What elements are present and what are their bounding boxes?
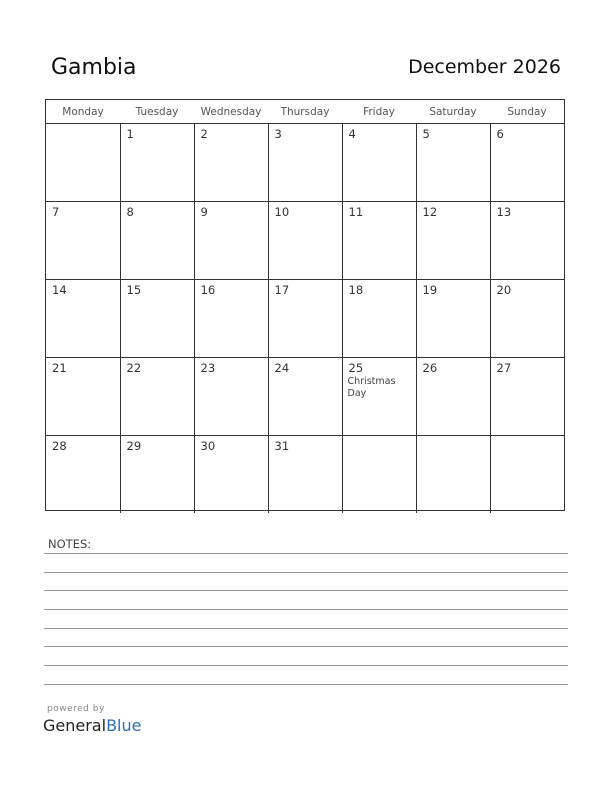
day-cell: [46, 358, 120, 436]
day-number: 12: [422, 205, 438, 219]
day-number: 4: [348, 127, 356, 141]
day-number: [491, 436, 565, 439]
generalblue-logo: [43, 716, 141, 735]
day-cell: [416, 358, 490, 436]
day-number: 14: [52, 283, 67, 297]
day-number: 21: [52, 361, 67, 375]
day-number: [46, 124, 120, 127]
day-cell: [490, 124, 564, 202]
day-cell: [342, 124, 416, 202]
holiday-label: Christmas Day: [347, 376, 396, 399]
day-number: 31: [274, 439, 290, 453]
day-cell: [120, 202, 194, 280]
day-number: 5: [422, 127, 430, 141]
week-row: [46, 202, 564, 280]
day-number: 22: [126, 361, 142, 375]
day-number: 2: [200, 127, 208, 141]
day-number: 23: [200, 361, 216, 375]
day-cell: [416, 436, 490, 514]
day-cell: [416, 124, 490, 202]
day-number: 29: [126, 439, 142, 453]
day-cell: [46, 202, 120, 280]
weekday-sunday: Sunday: [490, 100, 564, 124]
note-line: [44, 665, 568, 666]
day-cell: [120, 280, 194, 358]
note-line: [44, 684, 568, 685]
day-number: 10: [274, 205, 290, 219]
day-cell: [46, 124, 120, 202]
day-number: 20: [496, 283, 512, 297]
note-line: [44, 553, 568, 554]
note-line: [44, 646, 568, 647]
day-cell: [46, 280, 120, 358]
note-line: [44, 590, 568, 591]
day-cell: [194, 202, 268, 280]
note-line: [44, 609, 568, 610]
day-cell: [46, 436, 120, 514]
day-number: 1: [126, 127, 134, 141]
day-number: [343, 436, 416, 439]
day-cell: [120, 124, 194, 202]
day-cell: [194, 124, 268, 202]
week-row: [46, 280, 564, 358]
day-number: 19: [422, 283, 438, 297]
week-row: [46, 124, 564, 202]
day-cell: [194, 280, 268, 358]
week-row: [46, 436, 564, 514]
day-cell: [342, 436, 416, 514]
weekday-monday: Monday: [46, 100, 120, 124]
day-cell: [342, 202, 416, 280]
day-cell: [120, 358, 194, 436]
month-title: December 2026: [408, 56, 561, 78]
day-number: 25: [348, 361, 364, 375]
day-number: 3: [274, 127, 282, 141]
day-cell: [268, 358, 342, 436]
day-number: 7: [52, 205, 60, 219]
day-cell: [490, 202, 564, 280]
day-number: 26: [422, 361, 438, 375]
logo-general: General: [43, 716, 107, 735]
day-number: 18: [348, 283, 364, 297]
day-cell: [194, 358, 268, 436]
notes-label: NOTES:: [48, 537, 92, 551]
day-cell: [120, 436, 194, 514]
powered-by-text: powered by: [47, 704, 105, 714]
day-cell: [268, 124, 342, 202]
day-cell: [194, 436, 268, 514]
weekday-wednesday: Wednesday: [194, 100, 268, 124]
day-cell: [268, 280, 342, 358]
day-cell: [416, 202, 490, 280]
note-line: [44, 572, 568, 573]
day-number: 9: [200, 205, 208, 219]
weekday-friday: Friday: [342, 100, 416, 124]
day-number: 24: [274, 361, 290, 375]
note-line: [44, 628, 568, 629]
day-cell: [268, 436, 342, 514]
day-number: 27: [496, 361, 512, 375]
day-number: 17: [274, 283, 290, 297]
weekday-thursday: Thursday: [268, 100, 342, 124]
day-number: 28: [52, 439, 67, 453]
day-number: 8: [126, 205, 134, 219]
logo-blue: Blue: [106, 716, 142, 735]
day-number: [417, 436, 490, 439]
country-title: Gambia: [51, 55, 137, 80]
day-cell: [490, 280, 564, 358]
day-number: 11: [348, 205, 364, 219]
day-number: 16: [200, 283, 216, 297]
day-cell: [342, 358, 416, 436]
day-cell: [342, 280, 416, 358]
day-number: 15: [126, 283, 142, 297]
day-number: 30: [200, 439, 216, 453]
calendar-grid: [45, 99, 565, 511]
day-cell: [490, 436, 564, 514]
weekday-saturday: Saturday: [416, 100, 490, 124]
day-cell: [268, 202, 342, 280]
day-cell: [490, 358, 564, 436]
weekday-tuesday: Tuesday: [120, 100, 194, 124]
day-number: 6: [496, 127, 504, 141]
week-row: [46, 358, 564, 436]
weekday-header-row: [46, 100, 564, 124]
day-number: 13: [496, 205, 512, 219]
day-cell: [416, 280, 490, 358]
